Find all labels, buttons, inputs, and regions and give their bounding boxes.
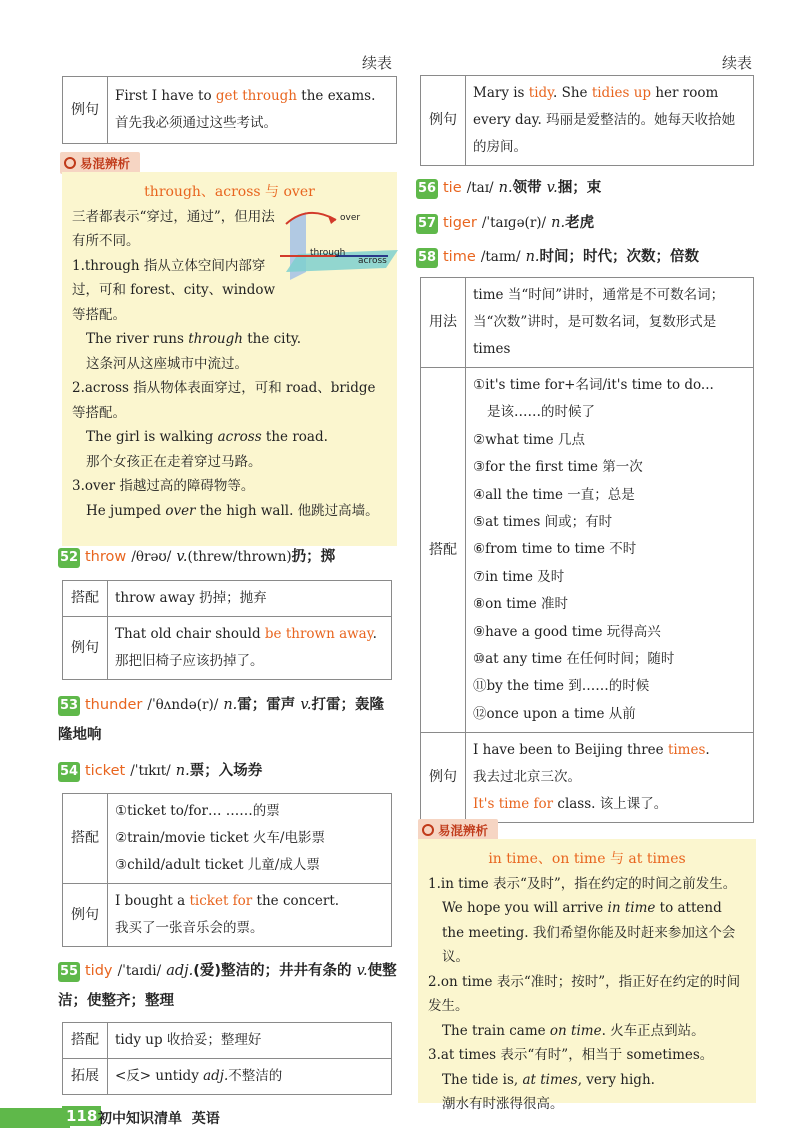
example-through-zh: 这条河从这座城市中流过。 bbox=[86, 355, 248, 372]
point-across: 2.across 指从物体表面穿过，可和 road、bridge 等搭配。 bbox=[72, 380, 376, 421]
example-across-zh: 那个女孩正在走着穿过马路。 bbox=[86, 453, 262, 470]
entry-52: 52 throw /θrəʊ/ v.(threw/thrown)扔；掷 bbox=[58, 542, 335, 572]
diagram-across-label: across bbox=[358, 256, 387, 266]
magnifier-icon bbox=[64, 157, 76, 169]
book-title: 初中知识清单 英语 bbox=[98, 1111, 220, 1127]
entry-55: 55 tidy /ˈtaɪdi/ adj.(爱)整洁的；井井有条的 v.使整洁；使整齐；整理 bbox=[58, 963, 397, 1009]
table-54: 搭配 ①ticket to/for… ……的票 ②train/movie ticket 火车/电影票 ③child/adult ticket 儿童/成人票 例句 I bought a ticket for the concert. 我买了一张音乐会的票。 bbox=[62, 793, 392, 947]
point-through: 1.through 指从立体空间内部穿过，可和 forest、city、window 等搭配。 bbox=[72, 257, 276, 323]
example-through: The river runs through the city. bbox=[86, 331, 302, 347]
example-across: The girl is walking across the road. bbox=[86, 429, 328, 445]
through-across-over-diagram bbox=[278, 206, 398, 286]
table-58: 用法 time 当“时间”讲时，通常是不可数名词；当“次数”讲时，是可数名词，复数形式是 times 搭配 ①it's time for+名词/it's time to do... 是该……的时候了 ②what time 几点 ③for the first time 第一次 ④all the time 一直；总是 ⑤at times 间或；有时 ⑥from time to time 不时 ⑦in time 及时 ⑧on time 准时 ⑨have a good time 玩得高兴 ⑩at any time 在任何时间；随时 ⑪by the time 到……的时候 ⑫once upon a time 从前 例句 I have been to Beijing three times. 我去过北京三次。 It's time for class. 该上课了。 bbox=[420, 277, 754, 823]
tidy-example-table: 例句 Mary is tidy. She tidies up her room every day. 玛丽是爱整洁的。她每天收拾她的房间。 bbox=[420, 75, 754, 166]
page-number: 118 bbox=[62, 1106, 101, 1126]
example-label: 例句 bbox=[63, 77, 108, 144]
entry-54: 54 ticket /ˈtɪkɪt/ n.票；入场券 bbox=[58, 756, 262, 786]
table-52: 搭配 throw away 扔掉；抛弃 例句 That old chair should be thrown away. 那把旧椅子应该扔掉了。 bbox=[62, 580, 392, 680]
diagram-through-label: through bbox=[310, 248, 346, 258]
point-over: 3.over 指越过高的障碍物等。 bbox=[72, 478, 255, 494]
confusion-tag-2: 易混辨析 bbox=[418, 819, 498, 841]
confusion-tag-1: 易混辨析 bbox=[60, 152, 140, 174]
entry-53: 53 thunder /ˈθʌndə(r)/ n.雷；雷声 v.打雷；轰隆隆地响 bbox=[58, 697, 384, 743]
magnifier-icon bbox=[422, 824, 434, 836]
page-footer bbox=[0, 1100, 800, 1132]
entry-58: 58 time /taɪm/ n.时间；时代；次数；倍数 bbox=[416, 242, 699, 272]
confusion-box-1 bbox=[62, 172, 397, 546]
confusion-title-1: through、across 与 over bbox=[144, 184, 315, 200]
footer-bar bbox=[0, 1108, 70, 1128]
table-55: 搭配 tidy up 收拾妥；整理好 拓展 <反> untidy adj.不整洁的 bbox=[62, 1022, 392, 1095]
intro-text: 三者都表示“穿过，通过”，但用法有所不同。 bbox=[72, 208, 275, 249]
entry-56: 56 tie /taɪ/ n.领带 v.捆；束 bbox=[416, 173, 601, 203]
confusion-title-2: in time、on time 与 at times bbox=[488, 851, 686, 867]
example-over: He jumped over the high wall. 他跳过高墙。 bbox=[86, 502, 379, 519]
diagram-over-label: over bbox=[340, 213, 361, 223]
entry-57: 57 tiger /ˈtaɪɡə(r)/ n.老虎 bbox=[416, 208, 594, 238]
example-cell: First I have to get through the exams. 首先我必须通过这些考试。 bbox=[108, 77, 397, 144]
headword-throw: throw bbox=[85, 549, 127, 565]
continued-label-right: 续表 bbox=[722, 54, 753, 72]
confusion-box-2: in time、on time 与 at times 1.in time 表示“及时”，指在约定的时间之前发生。 We hope you will arrive in time to attend the meeting. 我们希望你能及时赶来参加这个会议。 2.on time 表示“准时；按时”，指正好在约定的时间发生。 The train came on time. 火车正点到站。 3.at times 表示“有时”，相当于 sometimes。 The tide is, at times, very high. 潮水有时涨得很高。 bbox=[418, 839, 756, 1103]
continued-label: 续表 bbox=[362, 54, 393, 72]
top-example-table bbox=[62, 76, 397, 144]
